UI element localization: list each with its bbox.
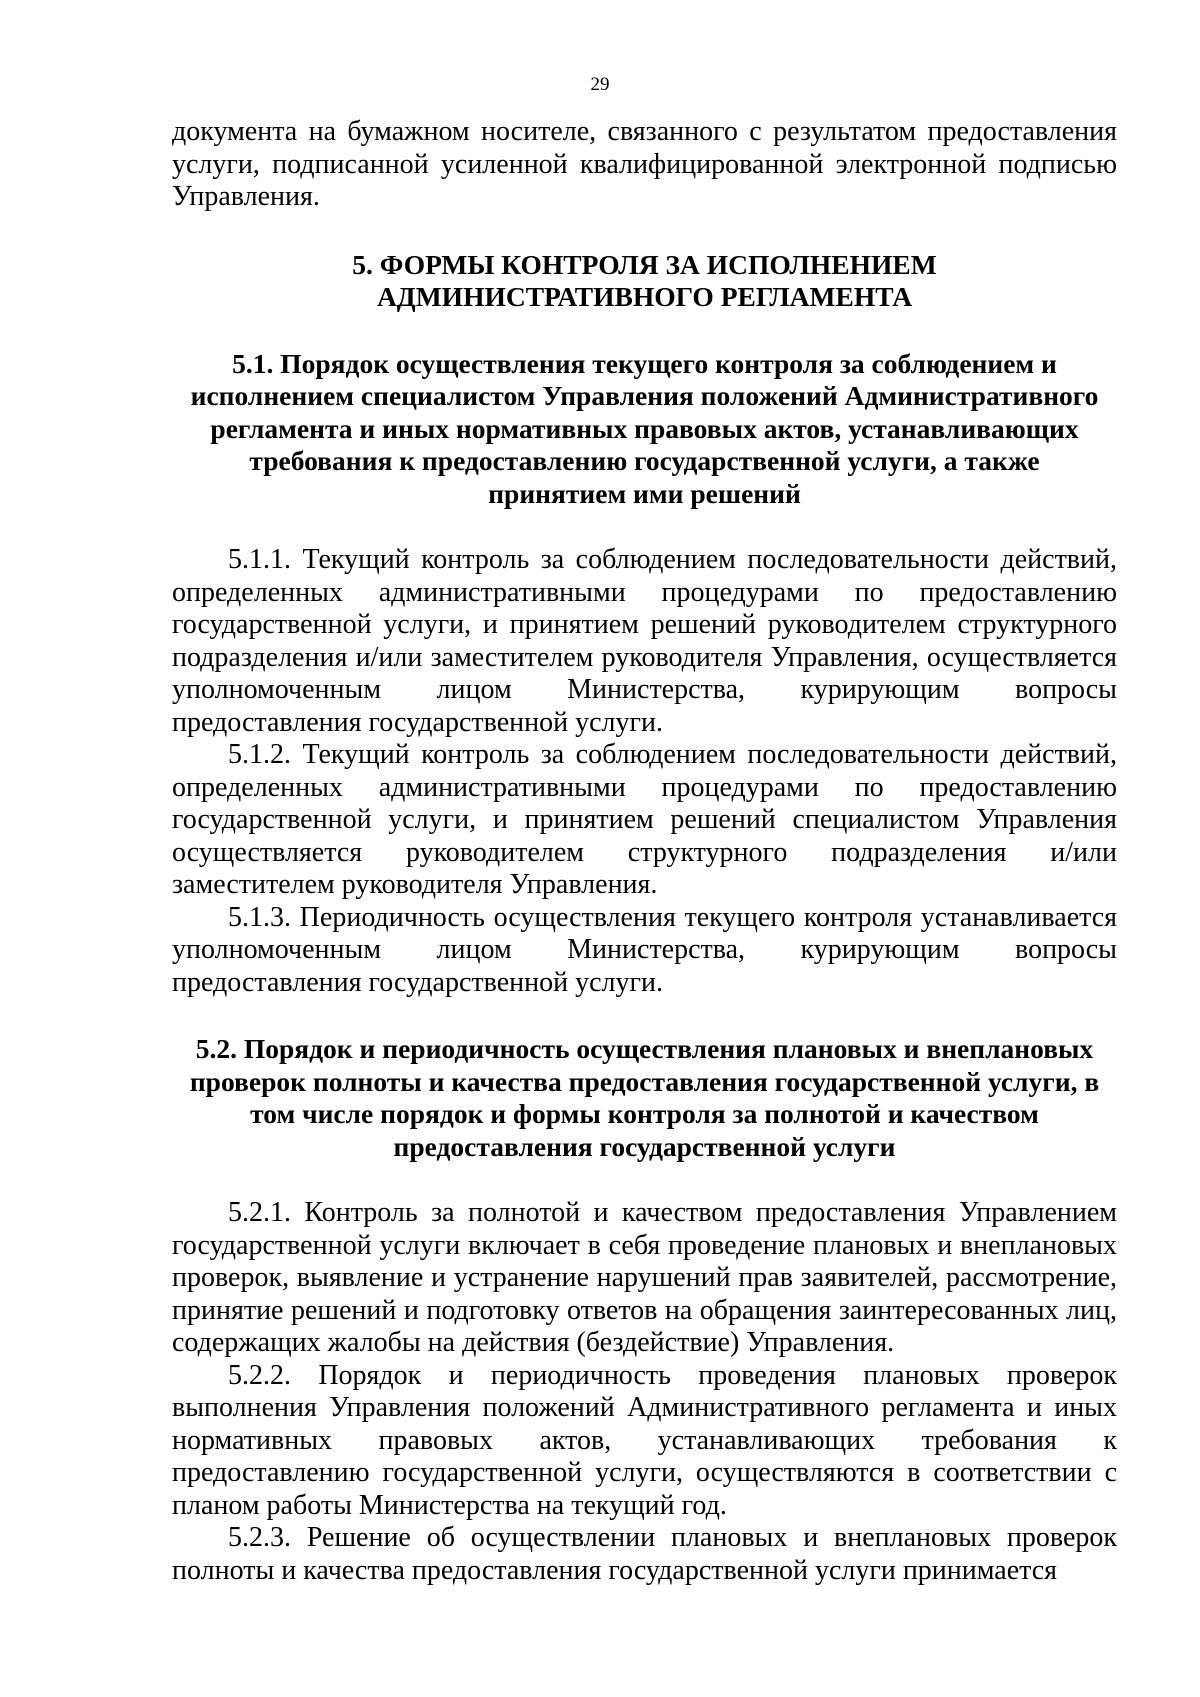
section-5-1-heading-line: принятием ими решений (488, 477, 801, 509)
section-5-2-body (172, 1197, 1117, 1587)
paragraph-5-2-1: 5.2.1. Контроль за полнотой и качеством предоставления Управлением государственной услуги включает в себя проведение плановых и внеплановых проверок, выявление и устранение нарушений прав заявителей, рассмотрение, принятие решений и подготовку ответов на обращения заинтересованных лиц, содержащих жалобы на действия (бездействие) Управления. (172, 1197, 1117, 1358)
section-5-2-heading-line: 5.2. Порядок и периодичность осуществления плановых и внеплановых (195, 1033, 1094, 1064)
paragraph-5-2-3: 5.2.3. Решение об осуществлении плановых и внеплановых проверок полноты и качества предоставления государственной услуги принимается (172, 1522, 1117, 1586)
section-5-heading-line: 5. ФОРМЫ КОНТРОЛЯ ЗА ИСПОЛНЕНИЕМ (352, 248, 937, 280)
section-5-1-heading-line: исполнением специалистом Управления положений Административного (190, 380, 1099, 411)
paragraph-5-1-3: 5.1.3. Периодичность осуществления текущего контроля устанавливается уполномоченным лицом Министерства, курирующим вопросы предоставления государственной услуги. (172, 901, 1117, 998)
paragraph-5-1-1: 5.1.1. Текущий контроль за соблюдением последовательности действий, определенных административными процедурами по предоставлению государственной услуги, и принятием решений руководителем структурного подразделения и/или заместителем руководителя Управления, осуществляется уполномоченным лицом Министерства, курирующим вопросы предоставления государственной услуги. (172, 544, 1117, 738)
section-5-heading-line: АДМИНИСТРАТИВНОГО РЕГЛАМЕНТА (376, 281, 913, 312)
section-5-2-heading-line: том числе порядок и формы контроля за полнотой и качеством (250, 1098, 1039, 1129)
page-content (172, 116, 1117, 1587)
page-number: 29 (590, 74, 610, 95)
section-5-1-heading-line: регламента и иных нормативных правовых актов, устанавливающих (210, 412, 1079, 444)
section-5-1-heading-line: 5.1. Порядок осуществления текущего контроля за соблюдением и (232, 347, 1057, 379)
section-5-1-heading-line: требования к предоставлению государственной услуги, а также (249, 445, 1040, 476)
paragraph-5-2-2: 5.2.2. Порядок и периодичность проведения плановых проверок выполнения Управления положений Административного регламента и иных нормативных правовых актов, устанавливающих требования к предоставлению государственной услуги, осуществляются в соответствии с планом работы Министерства на текущий год. (172, 1359, 1117, 1521)
section-5-heading (172, 249, 1117, 314)
section-5-1-body (172, 544, 1117, 999)
intro-paragraph: документа на бумажном носителе, связанного с результатом предоставления услуги, подписанной усиленной квалифицированной электронной подписью Управления. (172, 116, 1117, 212)
section-5-2-heading-line: предоставления государственной услуги (393, 1130, 896, 1162)
section-5-2-heading (172, 1033, 1117, 1163)
section-5-1-heading (172, 348, 1117, 511)
paragraph-5-1-2: 5.1.2. Текущий контроль за соблюдением последовательности действий, определенных административными процедурами по предоставлению государственной услуги, и принятием решений специалистом Управления осуществляется руководителем структурного подразделения и/или заместителем руководителя Управления. (172, 739, 1117, 900)
section-5-2-heading-line: проверок полноты и качества предоставления государственной услуги, в (189, 1065, 1100, 1097)
